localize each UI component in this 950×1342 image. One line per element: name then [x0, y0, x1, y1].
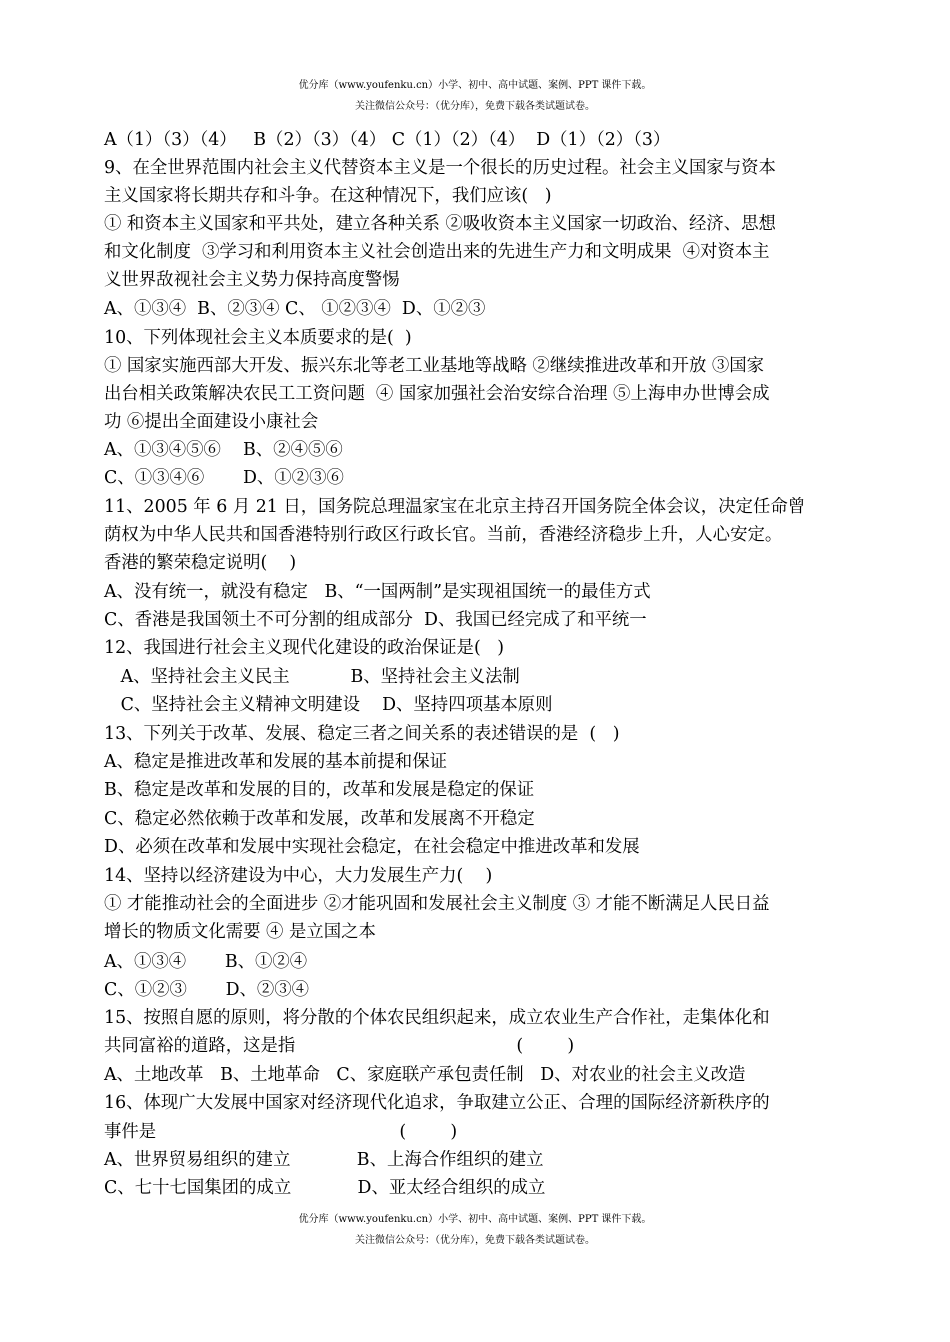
q9-statement-line: 和文化制度 ③学习和利用资本主义社会创造出来的先进生产力和文明成果 ④对资本主 [104, 242, 770, 262]
q14-statement-line: 增长的物质文化需要 ④ 是立国之本 [104, 922, 376, 942]
q15-stem-line: 15、按照自愿的原则，将分散的个体农民组织起来，成立农业生产合作社，走集体化和 [104, 1008, 770, 1028]
q8-options: A（1）（3）（4） B（2）（3）（4） C（1）（2）（4） D（1）（2）（3） [104, 130, 671, 150]
q10-statement-line: ① 国家实施西部大开发、振兴东北等老工业基地等战略 ②继续推进改革和开放 ③国家 [104, 356, 765, 376]
q13-option: D、必须在改革和发展中实现社会稳定，在社会稳定中推进改革和发展 [104, 837, 640, 857]
q9-statement-line: 义世界敌视社会主义势力保持高度警惕 [104, 270, 400, 290]
q11-stem-line: 11、2005 年 6 月 21 日，国务院总理温家宝在北京主持召开国务院全体会议，决定任命曾 [104, 497, 806, 517]
q14-stem: 14、坚持以经济建设为中心，大力发展生产力( ) [104, 866, 493, 886]
header-line-1: 优分库（www.youfenku.cn）小学、初中、高中试题、案例、PPT 课件下载。 [298, 80, 652, 91]
q16-stem-line: 事件是 ( ) [104, 1122, 458, 1142]
q10-options: C、①③④⑥ D、①②③⑥ [104, 468, 344, 488]
q14-options: C、①②③ D、②③④ [104, 980, 310, 1000]
q10-statement-line: 出台相关政策解决农民工工资问题 ④ 国家加强社会治安综合治理 ⑤上海申办世博会成 [104, 384, 770, 404]
q10-stem: 10、下列体现社会主义本质要求的是( ) [104, 328, 412, 348]
q15-stem-line: 共同富裕的道路，这是指 ( ) [104, 1036, 575, 1056]
footer-line-1: 优分库（www.youfenku.cn）小学、初中、高中试题、案例、PPT 课件下载。 [298, 1214, 652, 1225]
q9-statement-line: ① 和资本主义国家和平共处，建立各种关系 ②吸收资本主义国家一切政治、经济、思想 [104, 214, 776, 234]
q11-options: A、没有统一，就没有稳定 B、“一国两制”是实现祖国统一的最佳方式 [104, 582, 651, 602]
q9-stem-line: 9、在全世界范围内社会主义代替资本主义是一个很长的历史过程。社会主义国家与资本 [104, 158, 776, 178]
q12-options: C、坚持社会主义精神文明建设 D、坚持四项基本原则 [104, 695, 553, 715]
q16-stem-line: 16、体现广大发展中国家对经济现代化追求，争取建立公正、合理的国际经济新秩序的 [104, 1093, 770, 1113]
q16-options: C、七十七国集团的成立 D、亚太经合组织的成立 [104, 1178, 546, 1198]
header-line-2: 关注微信公众号：（优分库），免费下载各类试题试卷。 [355, 101, 595, 112]
q11-options: C、香港是我国领土不可分割的组成部分 D、我国已经完成了和平统一 [104, 610, 647, 630]
q9-options: A、①③④ B、②③④ C、 ①②③④ D、①②③ [104, 299, 486, 319]
q16-options: A、世界贸易组织的建立 B、上海合作组织的建立 [104, 1150, 544, 1170]
q10-options: A、①③④⑤⑥ B、②④⑤⑥ [104, 440, 343, 460]
q12-options: A、坚持社会主义民主 B、坚持社会主义法制 [104, 667, 520, 687]
q10-statement-line: 功 ⑥提出全面建设小康社会 [104, 412, 319, 432]
q14-options: A、①③④ B、①②④ [104, 952, 308, 972]
q12-stem: 12、我国进行社会主义现代化建设的政治保证是( ) [104, 638, 505, 658]
q13-stem: 13、下列关于改革、发展、稳定三者之间关系的表述错误的是 ( ) [104, 724, 620, 744]
q15-options: A、土地改革 B、土地革命 C、家庭联产承包责任制 D、对农业的社会主义改造 [104, 1065, 746, 1085]
footer-line-2: 关注微信公众号：（优分库），免费下载各类试题试卷。 [355, 1235, 595, 1246]
q13-option: C、稳定必然依赖于改革和发展，改革和发展离不开稳定 [104, 809, 535, 829]
q9-stem-line: 主义国家将长期共存和斗争。在这种情况下，我们应该( ) [104, 186, 552, 206]
q11-stem-line: 荫权为中华人民共和国香港特别行政区行政长官。当前，香港经济稳步上升，人心安定。 [104, 525, 783, 545]
q13-option: A、稳定是推进改革和发展的基本前提和保证 [104, 752, 447, 772]
q13-option: B、稳定是改革和发展的目的，改革和发展是稳定的保证 [104, 780, 535, 800]
q14-statement-line: ① 才能推动社会的全面进步 ②才能巩固和发展社会主义制度 ③ 才能不断满足人民日益 [104, 894, 770, 914]
q11-stem-line: 香港的繁荣稳定说明( ) [104, 553, 297, 573]
